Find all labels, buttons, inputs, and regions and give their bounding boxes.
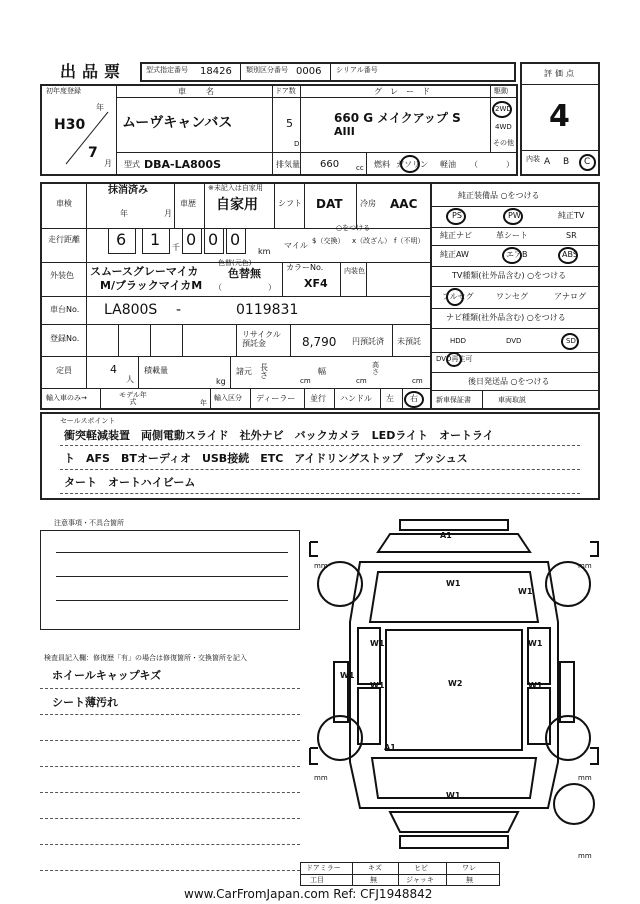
interior-c: C (584, 157, 591, 167)
legend-h-break: ワレ (462, 864, 476, 872)
chassis-model: LA800S (104, 302, 158, 318)
recycle-label: リサイクル預託金 (242, 330, 281, 349)
mark-w1-left-sill: W1 (340, 671, 355, 680)
mark-a1-rear: A1 (384, 743, 396, 752)
interior-a: A (544, 157, 551, 167)
drive-2wd-circle (492, 101, 512, 118)
paren-open: （ (214, 283, 222, 292)
equip-abs: ABS (562, 250, 578, 259)
drive-2wd: 2WD (495, 105, 512, 113)
interior-label: 内装 (526, 155, 540, 163)
model-label: 型式 (124, 160, 140, 169)
parallel-option: 並行 (310, 394, 326, 403)
drive-4wd: 4WD (495, 123, 512, 131)
mm-rl: mm (314, 774, 328, 782)
ac-label: 冷房 (360, 199, 376, 208)
handle-label: ハンドル (340, 394, 372, 403)
color-no-value: XF4 (304, 277, 328, 290)
color-value-1: スムースグレーマイカ (90, 265, 199, 278)
equip-ps: PS (452, 211, 462, 220)
legend-h-crack: ヒビ (414, 864, 428, 872)
hood-front (378, 534, 530, 552)
dims-label: 諸元 (236, 367, 252, 376)
import-year-label: 年 (200, 399, 207, 407)
recycle-unit: 円預託済 (352, 337, 384, 346)
mark-w1-left-rear: W1 (370, 681, 385, 690)
tv-header: TV種類(社外品含む) ○をつける (452, 271, 567, 280)
inspector-line-2: シート薄汚れ (52, 696, 118, 709)
capacity-value: 4 (110, 363, 117, 376)
handle-left: 左 (386, 394, 394, 403)
mm-fl: mm (314, 562, 328, 570)
interior-b: B (563, 157, 570, 167)
bracket-right-rear (590, 748, 598, 764)
tv-one: ワンセグ (496, 292, 528, 301)
int-color-label: 内装色 (344, 267, 365, 275)
nav-sd: SD (566, 337, 576, 345)
name-label: 車名 (178, 87, 234, 96)
notes-label: 注意事項・不具合箇所 (54, 519, 124, 527)
doors-label: ドア数 (275, 87, 296, 95)
nav-hdd: HDD (450, 337, 467, 345)
fuel-label: 燃料 (374, 160, 390, 169)
height-label: 高さ (372, 361, 379, 376)
month-label: 月 (104, 159, 112, 168)
capacity-label: 定員 (56, 366, 72, 375)
tv-analog: アナログ (554, 292, 586, 301)
legend-h-mirror: ドアミラー (306, 864, 341, 872)
mileage-label: 走行距離 (48, 235, 80, 244)
reg-label: 登録No. (50, 334, 80, 343)
mileage-digit: 0 (186, 230, 197, 249)
length-label: 長さ (260, 363, 268, 380)
history-value: 自家用 (216, 197, 258, 213)
equip-leather: 革シート (496, 231, 528, 240)
first-reg-label: 初年度登録 (46, 87, 81, 95)
model-value: DBA-LA800S (144, 158, 221, 171)
selling-line-3: タート オートハイビーム (64, 476, 196, 489)
load-unit: kg (216, 377, 226, 386)
equip-abs-circle (558, 247, 578, 264)
grade-value-1: 660 G メイクアップ S (334, 111, 461, 125)
import-label: 輸入車のみ→ (46, 394, 87, 402)
model-cert-value: 18426 (200, 66, 232, 77)
notes-box (40, 530, 300, 630)
fuel-gas: ガソリン (396, 160, 428, 169)
doors-value: 5 (286, 117, 293, 130)
spare-tire (554, 784, 594, 824)
equip-pw-circle (503, 208, 523, 225)
first-reg-month: 7 (88, 145, 98, 161)
mark-w1-left-front: W1 (370, 639, 385, 648)
after-warranty: 新車保証書 (436, 396, 471, 404)
chassis-dash: - (176, 302, 182, 318)
mm-fr: mm (578, 562, 592, 570)
car-name: ムーヴキャンバス (122, 115, 233, 131)
legend-h-scratch: キズ (368, 864, 382, 872)
load-label: 積載量 (144, 366, 168, 375)
nav-dvd: DVD (506, 337, 522, 345)
mile-label: マイル (284, 241, 308, 250)
color-repaint-value: 色替無 (228, 267, 261, 280)
score-label: 評価点 (544, 69, 577, 78)
rear-gate (390, 812, 518, 832)
after-header: 後日発送品 ○をつける (468, 377, 550, 386)
mark-w1-rear: W1 (446, 791, 461, 800)
class-label: 類別区分番号 (246, 66, 288, 74)
meter-option-unknown: f（不明） (394, 237, 425, 245)
dealer-option: ディーラー (256, 394, 296, 403)
recycle-value: 8,790 (302, 335, 337, 349)
inspection-label: 車検 (56, 199, 72, 208)
selling-line-1: 衝突軽減装置 両側電動スライド 社外ナビ バックカメラ LEDライト オートライ (64, 429, 494, 442)
model-cert-label: 型式指定番号 (146, 66, 188, 74)
sheet-title: 出品票 (60, 62, 127, 81)
mileage-digit: 0 (230, 230, 241, 249)
shift-label: シフト (278, 199, 302, 208)
roof (386, 630, 522, 750)
handle-right: 右 (410, 394, 418, 403)
after-manual: 車両取説 (498, 396, 526, 404)
equipment-header: 純正装備品 ○をつける (458, 191, 540, 200)
mileage-sep: 千 (172, 243, 180, 252)
selling-line-2: ト AFS BTオーディオ USB接続 ETC アイドリングストップ プッシュス (64, 452, 468, 465)
color-repaint-label: 色替(元色) (218, 259, 252, 267)
mirror-left-bracket (310, 542, 318, 556)
inspector-line-1: ホイールキャップキズ (52, 669, 162, 682)
fuel-gas-circle (400, 155, 420, 173)
equip-tv: 純正TV (558, 211, 585, 220)
paren-close: ） (268, 283, 276, 292)
year-label: 年 (96, 103, 104, 112)
mark-w1-windshield: W1 (446, 579, 461, 588)
color-value-2: M/ブラックマイカM (100, 279, 203, 292)
fuel-light: 軽油 (440, 160, 456, 169)
mark-w1-right-front: W1 (528, 639, 543, 648)
capacity-unit: 人 (126, 375, 134, 384)
mileage-digit: 1 (150, 230, 161, 249)
mirror-right-bracket (590, 542, 598, 556)
doors-sub: D (294, 140, 300, 148)
meter-option-swap: $（交換） (312, 237, 345, 245)
bracket-left-rear (310, 748, 318, 764)
cm-unit: cm (300, 377, 311, 385)
equip-airbag-circle (502, 247, 522, 264)
mm-rr: mm (578, 774, 592, 782)
id-row-frame (140, 62, 516, 82)
equip-nav: 純正ナビ (440, 231, 472, 240)
inspector-label: 検査員記入欄：修復歴「有」の場合は修復箇所・交換箇所を記入 (44, 654, 247, 662)
grade-label: グレード (374, 87, 438, 96)
car-damage-diagram (300, 512, 610, 862)
right-side-sill (560, 662, 574, 722)
insp-year-label: 年 (120, 209, 128, 218)
drive-other: その他 (493, 139, 514, 147)
legend-r-none2: 無 (466, 876, 473, 884)
mark-w1-right-rear: W1 (528, 681, 543, 690)
cc-label: 排気量 (276, 160, 300, 169)
equip-pw: PW (508, 211, 521, 220)
cc-value: 660 (320, 159, 340, 170)
dvd-circle (446, 352, 462, 367)
left-front-door (358, 628, 380, 684)
cc-unit: cc (356, 164, 364, 172)
handle-right-circle (404, 391, 424, 408)
chassis-label: 車台No. (50, 305, 80, 314)
front-bumper (400, 520, 508, 530)
grade-value-2: AIII (334, 125, 355, 138)
cm-unit: cm (412, 377, 423, 385)
drive-label: 駆動 (494, 87, 508, 95)
meter-circle-note: ○をつける (336, 224, 371, 232)
equip-ps-circle (446, 208, 466, 225)
color-no-label: カラーNo. (286, 263, 324, 272)
color-label: 外装色 (50, 271, 74, 280)
equip-aw: 純正AW (440, 250, 469, 259)
mm-spare: mm (578, 852, 592, 860)
nav-sd-circle (561, 333, 579, 350)
history-label: 車歴 (180, 199, 196, 208)
recycle-unpaid: 未預託 (397, 337, 421, 346)
serial-label: シリアル番号 (336, 66, 378, 74)
nav-header: ナビ種類(社外品含む) ○をつける (446, 313, 566, 322)
footer-ref: www.CarFromJapan.com Ref: CFJ1948842 (184, 887, 433, 901)
equip-airbag: エアB (506, 250, 528, 259)
rear-bumper (400, 836, 508, 848)
mark-w2-roof: W2 (448, 679, 463, 688)
insp-month-label: 月 (164, 209, 172, 218)
mark-w1-right-upper: W1 (518, 587, 533, 596)
cm-unit: cm (356, 377, 367, 385)
tv-full-circle (446, 288, 464, 306)
mileage-digit: 0 (208, 230, 219, 249)
selling-label: セールスポイント (60, 417, 116, 425)
meter-option-tamper: x（改ざん） (352, 237, 392, 245)
chassis-number: 0119831 (236, 302, 299, 318)
model-year-label: モデル年式 (119, 391, 147, 406)
dvd-line: DVD再生可 (436, 355, 473, 363)
interior-c-circle (579, 154, 596, 171)
score-value: 4 (549, 99, 570, 134)
mileage-digit: 6 (116, 230, 127, 249)
tv-full: フルセグ (442, 292, 474, 301)
legend-r-jack: ジャッキ (406, 876, 434, 884)
class-value: 0006 (296, 66, 322, 77)
legend-r-none1: 無 (370, 876, 377, 884)
width-label: 幅 (318, 367, 326, 376)
right-front-door (528, 628, 550, 684)
history-note: ※未記入は自家用 (208, 184, 263, 192)
first-reg-year: H30 (54, 117, 86, 133)
mark-a1-front: A1 (440, 531, 452, 540)
mileage-unit: km (258, 247, 271, 256)
equip-sr: SR (566, 231, 577, 240)
shift-value: DAT (316, 197, 343, 211)
legend-r-tool: 工目 (310, 876, 324, 884)
inspection-value: 抹消済み (108, 185, 148, 196)
import-div-label: 輸入区分 (214, 394, 242, 402)
ac-value: AAC (390, 197, 418, 211)
